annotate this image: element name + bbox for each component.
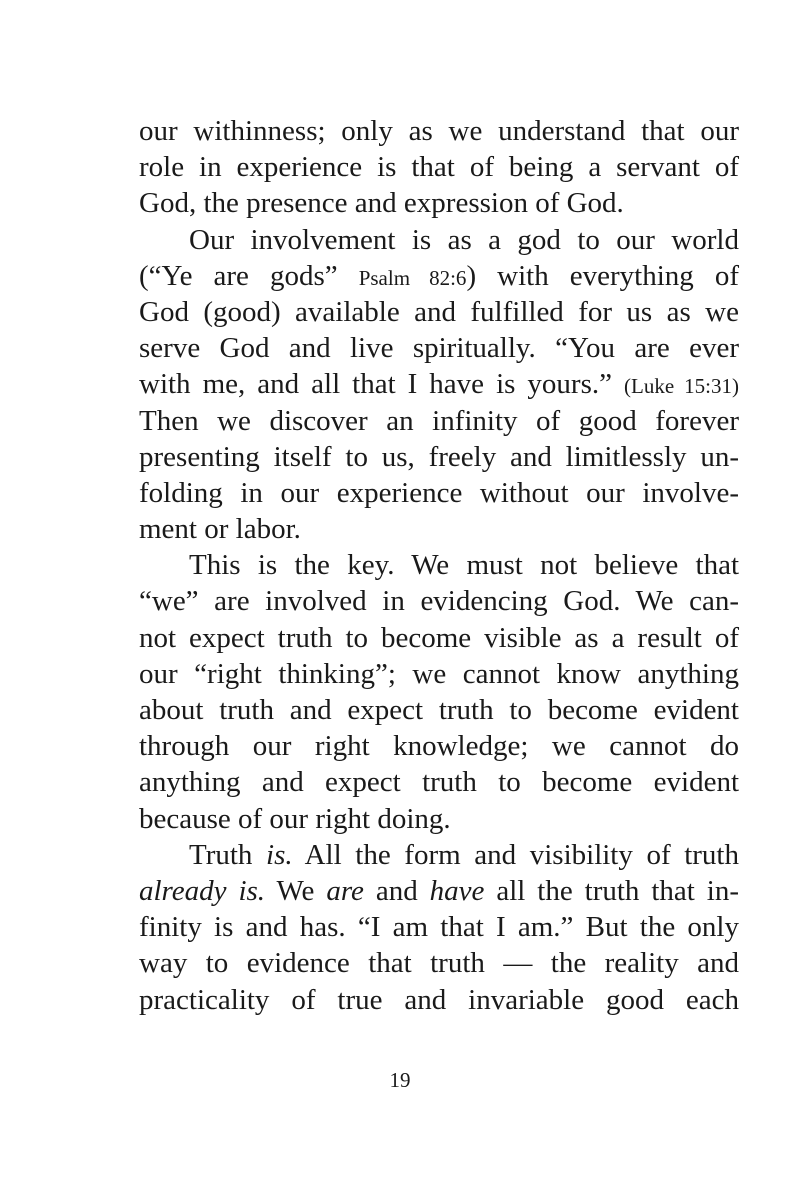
text-line: “we” are involved in evidencing God. We can- [139,585,739,618]
body-text [139,113,739,1018]
text-line: folding in our experience without our involve- [139,476,739,509]
text-line: This is the key. We must not believe that [189,549,739,582]
text-line: through our right knowledge; we cannot do [139,730,739,763]
text-line: God (good) available and fulfilled for us as we [139,295,739,328]
emphasis: have [429,874,485,907]
text-line: anything and expect truth to become evident [139,766,739,799]
text-line: Our involvement is as a god to our world [189,223,739,256]
emphasis: is. [266,838,293,871]
text-line: role in experience is that of being a servant of [139,151,739,184]
emphasis: are [326,874,364,907]
text-line: our “right thinking”; we cannot know anything [139,657,739,690]
text-line: ment or labor. [139,513,301,546]
text-line: Then we discover an infinity of good forever [139,404,739,437]
emphasis: already is. [139,874,266,907]
text-line: God, the presence and expression of God. [139,187,624,220]
text-line: with me, and all that I have is yours.” (Luke 15:31) [139,368,739,401]
text-line: Truth is. All the form and visibility of truth [189,838,739,871]
text-line: practicality of true and invariable good each [139,983,739,1016]
text-line: our withinness; only as we understand that our [139,115,739,147]
page-number: 19 [389,1068,411,1092]
text-line: presenting itself to us, freely and limitlessly un- [139,440,739,473]
paragraph [139,222,739,548]
text-line: finity is and has. “I am that I am.” But the only [139,911,739,944]
text-line: way to evidence that truth — the reality and [139,947,739,980]
paragraph [139,547,739,837]
text-line: already is. We are and have all the truth that in- [139,874,739,907]
paragraph [139,113,739,222]
text-line: (“Ye are gods” Psalm 82:6) with everything of [139,259,740,292]
text-line: because of our right doing. [139,802,451,835]
text-line: about truth and expect truth to become evident [139,694,739,726]
scripture-reference: (Luke 15:31) [624,374,739,399]
text-line: not expect truth to become visible as a result of [139,621,739,654]
scripture-reference: Psalm 82:6 [358,265,467,290]
paragraph [139,837,739,1018]
text-line: serve God and live spiritually. “You are ever [139,332,739,365]
